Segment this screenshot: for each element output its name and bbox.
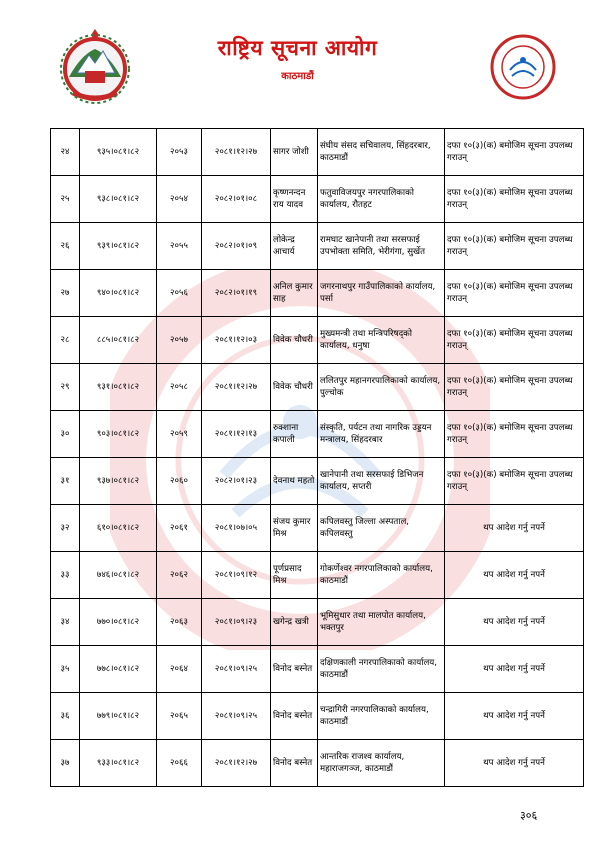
decision-number-cell: २०६१ — [157, 505, 202, 552]
registration-number-cell: ७७८।०८१।८२ — [80, 646, 157, 693]
decision-date-cell: २०८२।०१।२३ — [202, 458, 271, 505]
registration-number-cell: ६१०।०८१।८२ — [80, 505, 157, 552]
table-row — [51, 646, 584, 693]
decision-date-cell: २०८१।०९।२५ — [202, 693, 271, 740]
decision-cell: दफा १०(३)(क) बमोजिम सूचना उपलब्ध गराउन् — [445, 317, 584, 364]
table-row — [51, 458, 584, 505]
page-number: ३०६ — [520, 809, 538, 822]
public-body-cell: कपिलवस्तु जिल्ला अस्पताल, कपिलवस्तु — [318, 505, 445, 552]
decision-cell: दफा १०(३)(क) बमोजिम सूचना उपलब्ध गराउन् — [445, 223, 584, 270]
registration-number-cell: ८८५।०८१।८२ — [80, 317, 157, 364]
serial-number-cell: ३५ — [51, 646, 80, 693]
table-row — [51, 317, 584, 364]
decision-number-cell: २०६० — [157, 458, 202, 505]
registration-number-cell: ७७०।०८१।८२ — [80, 599, 157, 646]
public-body-cell: भूमिसुधार तथा मालपोत कार्यालय, भक्तपुर — [318, 599, 445, 646]
decision-cell: दफा १०(३)(क) बमोजिम सूचना उपलब्ध गराउन् — [445, 411, 584, 458]
applicant-name-cell: विवेक चौधरी — [271, 364, 318, 411]
public-body-cell: जगरनाथपुर गाउँपालिकाको कार्यालय, पर्सा — [318, 270, 445, 317]
registration-number-cell: ९३९।०८१।८२ — [80, 223, 157, 270]
table-row — [51, 693, 584, 740]
applicant-name-cell: खगेन्द्र खत्री — [271, 599, 318, 646]
registration-number-cell: ७४६।०८१।८२ — [80, 552, 157, 599]
table-row — [51, 129, 584, 176]
serial-number-cell: २८ — [51, 317, 80, 364]
public-body-cell: दक्षिणकाली नगरपालिकाको कार्यालय, काठमाडौं — [318, 646, 445, 693]
decisions-table — [50, 128, 584, 787]
decision-number-cell: २०६६ — [157, 740, 202, 787]
serial-number-cell: ३६ — [51, 693, 80, 740]
table-row — [51, 552, 584, 599]
decision-number-cell: २०५७ — [157, 317, 202, 364]
decision-number-cell: २०६३ — [157, 599, 202, 646]
registration-number-cell: ९३८।०८१।८२ — [80, 176, 157, 223]
registration-number-cell: ९३३।०८१।८२ — [80, 740, 157, 787]
registration-number-cell: ९३७।०८१।८२ — [80, 458, 157, 505]
applicant-name-cell: सागर जोशी — [271, 129, 318, 176]
table-row — [51, 223, 584, 270]
decision-number-cell: २०६४ — [157, 646, 202, 693]
serial-number-cell: २५ — [51, 176, 80, 223]
decision-cell: दफा १०(३)(क) बमोजिम सूचना उपलब्ध गराउन् — [445, 458, 584, 505]
applicant-name-cell: लोकेन्द्र आचार्य — [271, 223, 318, 270]
registration-number-cell: ९३५।०८१।८२ — [80, 129, 157, 176]
decision-cell: थप आदेश गर्नु नपर्ने — [445, 740, 584, 787]
decision-number-cell: २०५५ — [157, 223, 202, 270]
applicant-name-cell: कृष्णनन्दन राय यादव — [271, 176, 318, 223]
applicant-name-cell: संजय कुमार मिश्र — [271, 505, 318, 552]
serial-number-cell: २७ — [51, 270, 80, 317]
page-subtitle: काठमाडौं — [281, 71, 314, 82]
decision-cell: थप आदेश गर्नु नपर्ने — [445, 552, 584, 599]
registration-number-cell: ९०३।०८१।८२ — [80, 411, 157, 458]
decision-date-cell: २०८१।१२।१३ — [202, 411, 271, 458]
decision-date-cell: २०८१।१२।२७ — [202, 740, 271, 787]
decision-date-cell: २०८१।०७।०५ — [202, 505, 271, 552]
decision-cell: थप आदेश गर्नु नपर्ने — [445, 599, 584, 646]
applicant-name-cell: विनोद बस्नेत — [271, 740, 318, 787]
public-body-cell: गोकर्णेश्वर नगरपालिकाको कार्यालय, काठमाडौं — [318, 552, 445, 599]
public-body-cell: मुख्यमन्त्री तथा मन्त्रिपरिषद्को कार्यालय, धनुषा — [318, 317, 445, 364]
decision-number-cell: २०५३ — [157, 129, 202, 176]
decision-date-cell: २०८१।०९।१२ — [202, 552, 271, 599]
registration-number-cell: ७७९।०८१।८२ — [80, 693, 157, 740]
decision-cell: दफा १०(३)(क) बमोजिम सूचना उपलब्ध गराउन् — [445, 129, 584, 176]
serial-number-cell: ३० — [51, 411, 80, 458]
decision-date-cell: २०८२।०१।१९ — [202, 270, 271, 317]
decision-number-cell: २०६२ — [157, 552, 202, 599]
decision-number-cell: २०५९ — [157, 411, 202, 458]
public-body-cell: ललितपुर महानगरपालिकाको कार्यालय, पुल्चोक — [318, 364, 445, 411]
decision-date-cell: २०८२।०१।०८ — [202, 176, 271, 223]
serial-number-cell: २९ — [51, 364, 80, 411]
table-row — [51, 599, 584, 646]
serial-number-cell: ३७ — [51, 740, 80, 787]
applicant-name-cell: अनिल कुमार साह — [271, 270, 318, 317]
registration-number-cell: ९४०।०८१।८२ — [80, 270, 157, 317]
applicant-name-cell: विनोद बस्नेत — [271, 646, 318, 693]
public-body-cell: संघीय संसद सचिवालय, सिंहदरबार, काठमाडौं — [318, 129, 445, 176]
applicant-name-cell: रुक्शाना कपाली — [271, 411, 318, 458]
public-body-cell: रामघाट खानेपानी तथा सरसफाई उपभोक्ता समिति, भेरीगंगा, सुर्खेत — [318, 223, 445, 270]
decision-number-cell: २०५६ — [157, 270, 202, 317]
decision-cell: दफा १०(३)(क) बमोजिम सूचना उपलब्ध गराउन् — [445, 364, 584, 411]
decision-number-cell: २०५४ — [157, 176, 202, 223]
serial-number-cell: ३३ — [51, 552, 80, 599]
registration-number-cell: ९३१।०८१।८२ — [80, 364, 157, 411]
decision-cell: दफा १०(३)(क) बमोजिम सूचना उपलब्ध गराउन् — [445, 176, 584, 223]
national-information-commission-seal-icon — [490, 34, 556, 100]
decision-date-cell: २०८१।१२।२७ — [202, 129, 271, 176]
decision-number-cell: २०६५ — [157, 693, 202, 740]
serial-number-cell: ३४ — [51, 599, 80, 646]
decision-cell: दफा १०(३)(क) बमोजिम सूचना उपलब्ध गराउन् — [445, 270, 584, 317]
serial-number-cell: ३१ — [51, 458, 80, 505]
public-body-cell: संस्कृति, पर्यटन तथा नागरिक उड्डयन मन्त्रालय, सिंहदरबार — [318, 411, 445, 458]
decision-cell: थप आदेश गर्नु नपर्ने — [445, 646, 584, 693]
applicant-name-cell: विवेक चौधरी — [271, 317, 318, 364]
table-row — [51, 364, 584, 411]
applicant-name-cell: विनोद बस्नेत — [271, 693, 318, 740]
decision-date-cell: २०८१।०९।२५ — [202, 646, 271, 693]
decision-cell: थप आदेश गर्नु नपर्ने — [445, 693, 584, 740]
decision-number-cell: २०५८ — [157, 364, 202, 411]
page-title: राष्ट्रिय सूचना आयोग — [217, 36, 378, 60]
public-body-cell: फतुवाविजयपुर नगरपालिकाको कार्यालय, रौतहट — [318, 176, 445, 223]
serial-number-cell: २६ — [51, 223, 80, 270]
applicant-name-cell: देवनाथ महतो — [271, 458, 318, 505]
decision-date-cell: २०८१।१२।०३ — [202, 317, 271, 364]
serial-number-cell: २४ — [51, 129, 80, 176]
table-row — [51, 740, 584, 787]
table-row — [51, 176, 584, 223]
serial-number-cell: ३२ — [51, 505, 80, 552]
applicant-name-cell: पूर्णप्रसाद मिश्र — [271, 552, 318, 599]
public-body-cell: खानेपानी तथा सरसफाई डिभिजन कार्यालय, सप्तरी — [318, 458, 445, 505]
table-row — [51, 270, 584, 317]
table-row — [51, 505, 584, 552]
decision-date-cell: २०८१।१२।२७ — [202, 364, 271, 411]
public-body-cell: चन्द्रागिरी नगरपालिकाको कार्यालय, काठमाडौं — [318, 693, 445, 740]
decision-cell: थप आदेश गर्नु नपर्ने — [445, 505, 584, 552]
decision-date-cell: २०८१।०९।२३ — [202, 599, 271, 646]
decision-date-cell: २०८२।०१।०९ — [202, 223, 271, 270]
table-row — [51, 411, 584, 458]
public-body-cell: आन्तरिक राजश्व कार्यालय, महाराजगञ्ज, काठमाडौं — [318, 740, 445, 787]
